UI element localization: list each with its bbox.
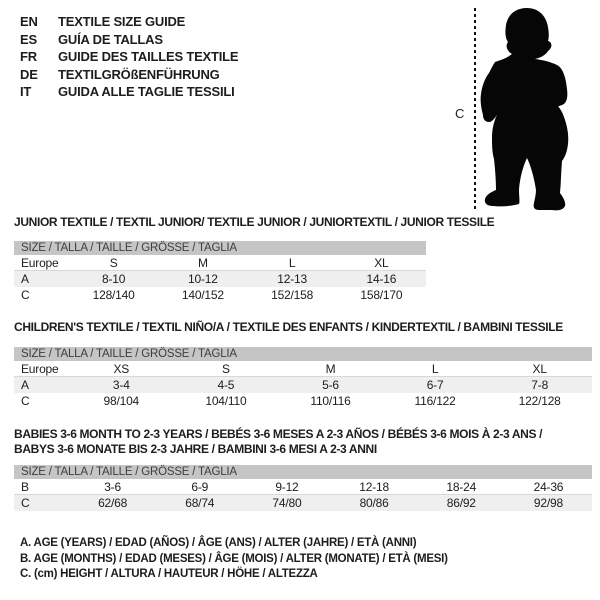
toddler-silhouette-icon: [476, 4, 600, 212]
measurement-legend: [20, 536, 448, 583]
language-row: [20, 83, 238, 101]
size-cell: 10-12: [188, 272, 218, 286]
size-cell: 122/128: [518, 394, 561, 408]
language-row: [20, 48, 238, 66]
row-label: A: [21, 378, 29, 392]
size-cell: 8-10: [102, 272, 126, 286]
row-label: C: [21, 394, 30, 408]
babies-size-table: [14, 427, 592, 511]
size-cell: M: [325, 362, 336, 376]
size-cell: 74/80: [272, 496, 302, 510]
size-cell: M: [197, 256, 208, 270]
table-row: [14, 377, 592, 393]
size-cell: 152/158: [271, 288, 314, 302]
legend-item: A. AGE (YEARS) / EDAD (AÑOS) / ÂGE (ANS) / ALTER (JAHRE) / ETÀ (ANNI): [20, 537, 417, 549]
size-cell: 68/74: [185, 496, 215, 510]
language-code: ES: [20, 31, 37, 47]
language-row: [20, 66, 238, 84]
size-cell: XL: [532, 362, 547, 376]
language-row: [20, 31, 238, 49]
legend-item: C. (cm) HEIGHT / ALTURA / HAUTEUR / HÖHE / ALTEZZA: [20, 568, 318, 580]
children-size-table: [14, 320, 592, 409]
table-title: JUNIOR TEXTILE / TEXTIL JUNIOR/ TEXTILE JUNIOR / JUNIORTEXTIL / JUNIOR TESSILE: [14, 215, 495, 229]
size-cell: 104/110: [205, 394, 247, 408]
language-code: IT: [20, 84, 32, 99]
size-cell: 158/170: [360, 288, 403, 302]
table-row: [14, 495, 592, 511]
size-header-bar: SIZE / TALLA / TAILLE / GRÖSSE / TAGLIA: [14, 347, 592, 361]
table-row: [14, 287, 426, 303]
size-cell: XL: [374, 256, 389, 270]
table-title: CHILDREN'S TEXTILE / TEXTIL NIÑO/A / TEXTILE DES ENFANTS / KINDERTEXTIL / BAMBINI TESSILE: [14, 320, 563, 334]
language-title: GUIDE DES TAILLES TEXTILE: [58, 49, 239, 64]
size-cell: 92/98: [533, 496, 563, 510]
table-row: [14, 361, 592, 377]
size-cell: 62/68: [98, 496, 128, 510]
size-cell: 7-8: [531, 378, 549, 392]
size-cell: 6-9: [191, 480, 209, 494]
row-label: A: [21, 272, 29, 286]
size-cell: 18-24: [446, 480, 477, 494]
language-title: TEXTILE SIZE GUIDE: [58, 14, 186, 29]
size-cell: 12-13: [277, 272, 307, 286]
row-label: C: [21, 288, 30, 302]
language-list: [20, 13, 238, 101]
size-cell: S: [109, 256, 118, 270]
table-row: [14, 479, 592, 495]
size-cell: 110/116: [310, 394, 351, 408]
row-label: B: [21, 480, 29, 494]
row-label: Europe: [21, 256, 59, 270]
language-code: FR: [20, 49, 37, 64]
junior-size-table: [14, 215, 495, 303]
table-row: [14, 271, 426, 287]
size-cell: 80/86: [359, 496, 389, 510]
height-measure-label: C: [455, 106, 465, 121]
size-cell: 5-6: [322, 378, 339, 392]
language-title: GUÍA DE TALLAS: [58, 31, 163, 47]
size-cell: XS: [113, 362, 130, 376]
language-row: [20, 13, 238, 31]
size-cell: 86/92: [446, 496, 476, 510]
row-label: Europe: [21, 362, 59, 376]
size-header-bar: SIZE / TALLA / TAILLE / GRÖSSE / TAGLIA: [14, 465, 592, 479]
size-cell: 98/104: [103, 394, 140, 408]
size-cell: 9-12: [275, 480, 299, 494]
table-title: BABIES 3-6 MONTH TO 2-3 YEARS / BEBÉS 3-6 MESES A 2-3 AÑOS / BÉBÉS 3-6 MOIS À 2-3 ANS /: [14, 427, 543, 441]
table-row: [14, 393, 592, 409]
language-code: EN: [20, 14, 38, 29]
table-title: BABYS 3-6 MONATE BIS 2-3 JAHRE / BAMBINI 3-6 MESI A 2-3 ANNI: [14, 442, 377, 456]
size-cell: 116/122: [414, 394, 456, 408]
size-cell: 128/140: [92, 288, 135, 302]
language-code: DE: [20, 66, 38, 82]
size-cell: 14-16: [366, 272, 397, 286]
size-cell: 24-36: [533, 480, 564, 494]
size-header-bar: SIZE / TALLA / TAILLE / GRÖSSE / TAGLIA: [14, 241, 426, 255]
row-label: C: [21, 496, 30, 510]
language-title: GUIDA ALLE TAGLIE TESSILI: [58, 84, 235, 99]
size-cell: 140/152: [181, 288, 224, 302]
size-cell: S: [221, 362, 230, 376]
language-title: TEXTILGRÖßENFÜHRUNG: [58, 66, 220, 82]
size-cell: 3-6: [104, 480, 121, 494]
size-cell: 4-5: [217, 378, 235, 392]
size-cell: 6-7: [426, 378, 444, 392]
size-cell: 12-18: [359, 480, 389, 494]
size-cell: L: [431, 362, 439, 376]
table-row: [14, 255, 426, 271]
size-cell: L: [288, 256, 296, 270]
size-cell: 3-4: [112, 378, 130, 392]
legend-item: B. AGE (MONTHS) / EDAD (MESES) / ÂGE (MOIS) / ALTER (MONATE) / ETÀ (MESI): [20, 552, 448, 565]
